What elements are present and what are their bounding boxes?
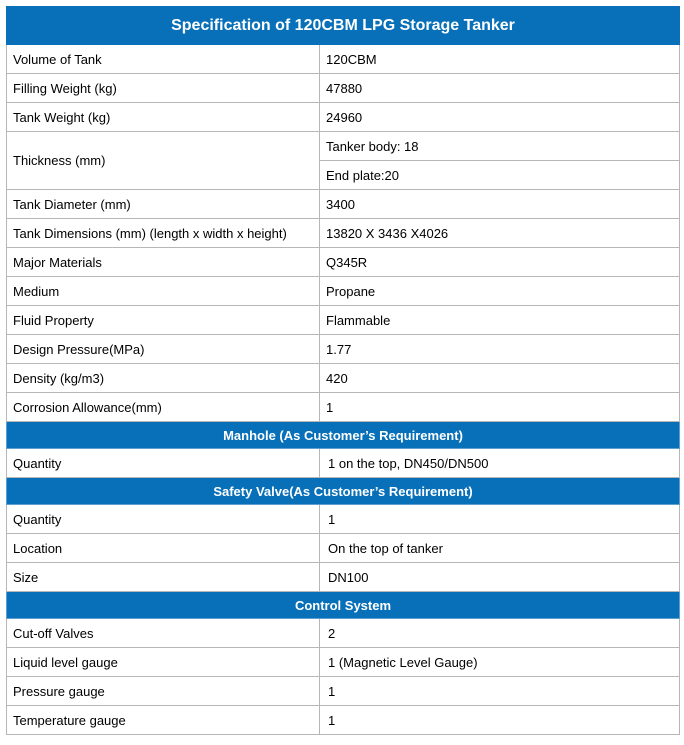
row-label: Temperature gauge [7, 706, 320, 735]
table-row [7, 132, 680, 161]
row-value: 13820 X 3436 X4026 [320, 219, 680, 248]
row-label: Quantity [7, 449, 320, 478]
table-row [7, 648, 680, 677]
section-title: Manhole (As Customer’s Requirement) [7, 422, 680, 449]
row-value: Flammable [320, 306, 680, 335]
row-label: Location [7, 534, 320, 563]
row-value: DN100 [320, 563, 680, 592]
row-label: Design Pressure(MPa) [7, 335, 320, 364]
section-title: Safety Valve(As Customer’s Requirement) [7, 478, 680, 505]
row-value: 1 [320, 677, 680, 706]
row-label: Density (kg/m3) [7, 364, 320, 393]
row-label: Medium [7, 277, 320, 306]
section-header-safety-valve [7, 478, 680, 505]
table-row [7, 103, 680, 132]
row-label: Corrosion Allowance(mm) [7, 393, 320, 422]
row-value: 120CBM [320, 45, 680, 74]
table-row [7, 563, 680, 592]
row-label: Volume of Tank [7, 45, 320, 74]
title-row [7, 7, 680, 45]
table-row [7, 74, 680, 103]
section-title: Control System [7, 592, 680, 619]
table-row [7, 393, 680, 422]
row-value: 2 [320, 619, 680, 648]
table-row [7, 335, 680, 364]
row-value: Q345R [320, 248, 680, 277]
row-label: Tank Dimensions (mm) (length x width x height) [7, 219, 320, 248]
row-value: 1 [320, 505, 680, 534]
row-value: End plate:20 [320, 161, 680, 190]
row-label: Quantity [7, 505, 320, 534]
section-header-manhole [7, 422, 680, 449]
table-row [7, 219, 680, 248]
table-row [7, 619, 680, 648]
row-label: Liquid level gauge [7, 648, 320, 677]
table-row [7, 190, 680, 219]
row-label: Filling Weight (kg) [7, 74, 320, 103]
row-value: 1 [320, 706, 680, 735]
row-value: 1 [320, 393, 680, 422]
row-value: 1 on the top, DN450/DN500 [320, 449, 680, 478]
row-value: Propane [320, 277, 680, 306]
row-label: Size [7, 563, 320, 592]
table-row [7, 306, 680, 335]
row-label: Thickness (mm) [7, 132, 320, 190]
row-value: 420 [320, 364, 680, 393]
row-label: Pressure gauge [7, 677, 320, 706]
spec-table [6, 6, 680, 735]
table-row [7, 706, 680, 735]
row-value: 47880 [320, 74, 680, 103]
row-value: 24960 [320, 103, 680, 132]
row-label: Tank Diameter (mm) [7, 190, 320, 219]
row-value: Tanker body: 18 [320, 132, 680, 161]
table-title: Specification of 120CBM LPG Storage Tanker [7, 7, 680, 45]
table-row [7, 449, 680, 478]
table-row [7, 277, 680, 306]
row-value: 3400 [320, 190, 680, 219]
row-value: 1 (Magnetic Level Gauge) [320, 648, 680, 677]
row-label: Major Materials [7, 248, 320, 277]
row-value: 1.77 [320, 335, 680, 364]
table-row [7, 534, 680, 563]
row-value: On the top of tanker [320, 534, 680, 563]
table-row [7, 364, 680, 393]
row-label: Cut-off Valves [7, 619, 320, 648]
row-label: Tank Weight (kg) [7, 103, 320, 132]
table-row [7, 677, 680, 706]
table-row [7, 505, 680, 534]
table-row [7, 248, 680, 277]
row-label: Fluid Property [7, 306, 320, 335]
section-header-control-system [7, 592, 680, 619]
table-row [7, 45, 680, 74]
